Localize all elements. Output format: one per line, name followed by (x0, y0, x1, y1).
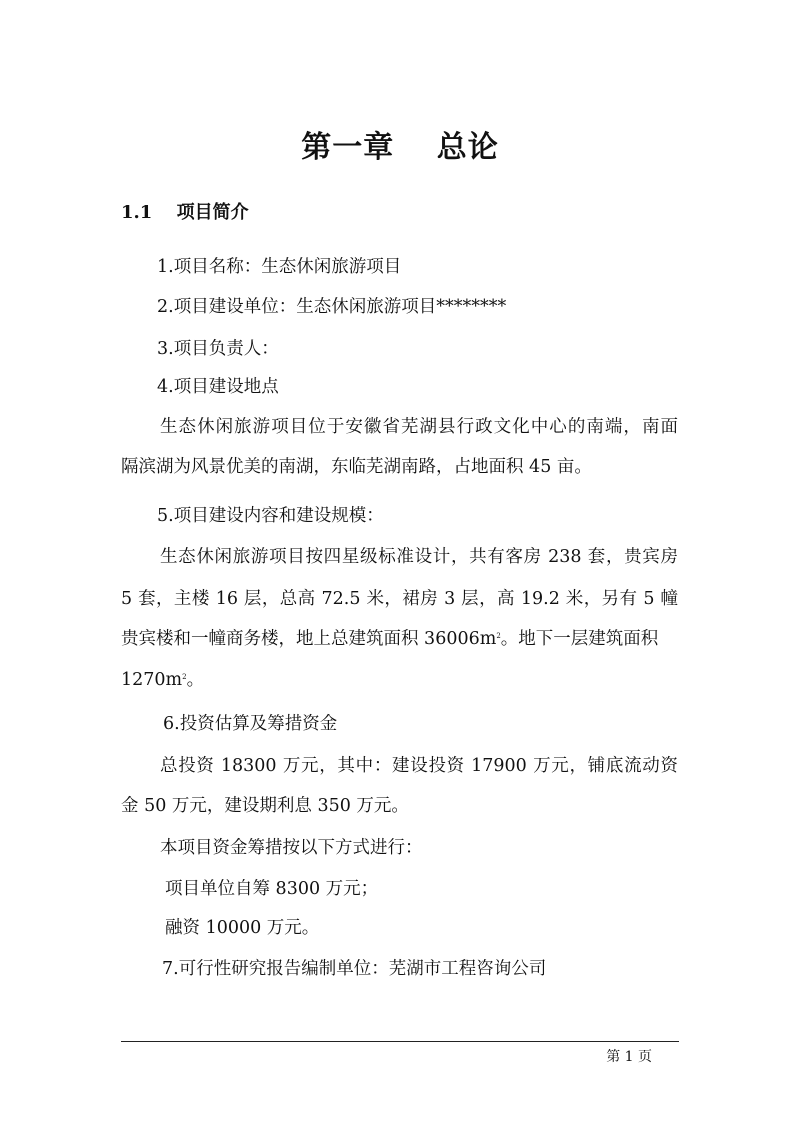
location-paragraph-line-2: 隔滨湖为风景优美的南湖，东临芜湖南路，占地面积 45 亩。 (121, 457, 592, 477)
item-report-compiler: 7.可行性研究报告编制单位：芜湖市工程咨询公司 (162, 959, 547, 979)
scope-paragraph-line-4 (121, 668, 204, 692)
item-project-leader: 3.项目负责人： (157, 339, 279, 359)
investment-paragraph-line-1: 总投资 18300 万元，其中：建设投资 17900 万元，铺底流动资 (160, 756, 678, 776)
self-funding-line: 项目单位自筹 8300 万元； (165, 879, 379, 899)
item-location-heading: 4.项目建设地点 (157, 377, 279, 397)
page-number: 第 1 页 (606, 1049, 652, 1065)
funding-method-line: 本项目资金筹措按以下方式进行： (160, 838, 423, 858)
scope-text-part-a: 贵宾楼和一幢商务楼，地上总建筑面积 36006m (121, 629, 497, 649)
scope-paragraph-line-2: 5 套，主楼 16 层，总高 72.5 米，裙房 3 层，高 19.2 米，另有 5 幢 (121, 589, 678, 609)
square-meter-superscript: 2 (182, 673, 187, 681)
scope-text-part-b: 。地下一层建筑面积 (500, 629, 659, 649)
investment-paragraph-line-2: 金 50 万元，建设期利息 350 万元。 (121, 796, 409, 816)
underground-area-period: 。 (186, 670, 205, 690)
item-project-name: 1.项目名称：生态休闲旅游项目 (157, 257, 402, 277)
section-heading: 1.1 项目简介 (121, 202, 249, 223)
location-paragraph-line-1: 生态休闲旅游项目位于安徽省芜湖县行政文化中心的南端，南面 (160, 417, 678, 437)
scope-paragraph-line-3 (121, 627, 658, 651)
item-construction-unit: 2.项目建设单位：生态休闲旅游项目******** (157, 297, 507, 317)
item-scope-heading: 5.项目建设内容和建设规模： (157, 506, 384, 526)
scope-paragraph-line-1: 生态休闲旅游项目按四星级标准设计，共有客房 238 套，贵宾房 (160, 547, 678, 567)
square-meter-superscript: 2 (496, 632, 501, 640)
underground-area-value: 1270m (121, 670, 183, 690)
chapter-title: 第一章 总论 (301, 130, 499, 165)
financing-line: 融资 10000 万元。 (165, 918, 320, 938)
item-investment-heading: 6.投资估算及筹措资金 (163, 714, 338, 734)
footer-divider (121, 1041, 679, 1042)
